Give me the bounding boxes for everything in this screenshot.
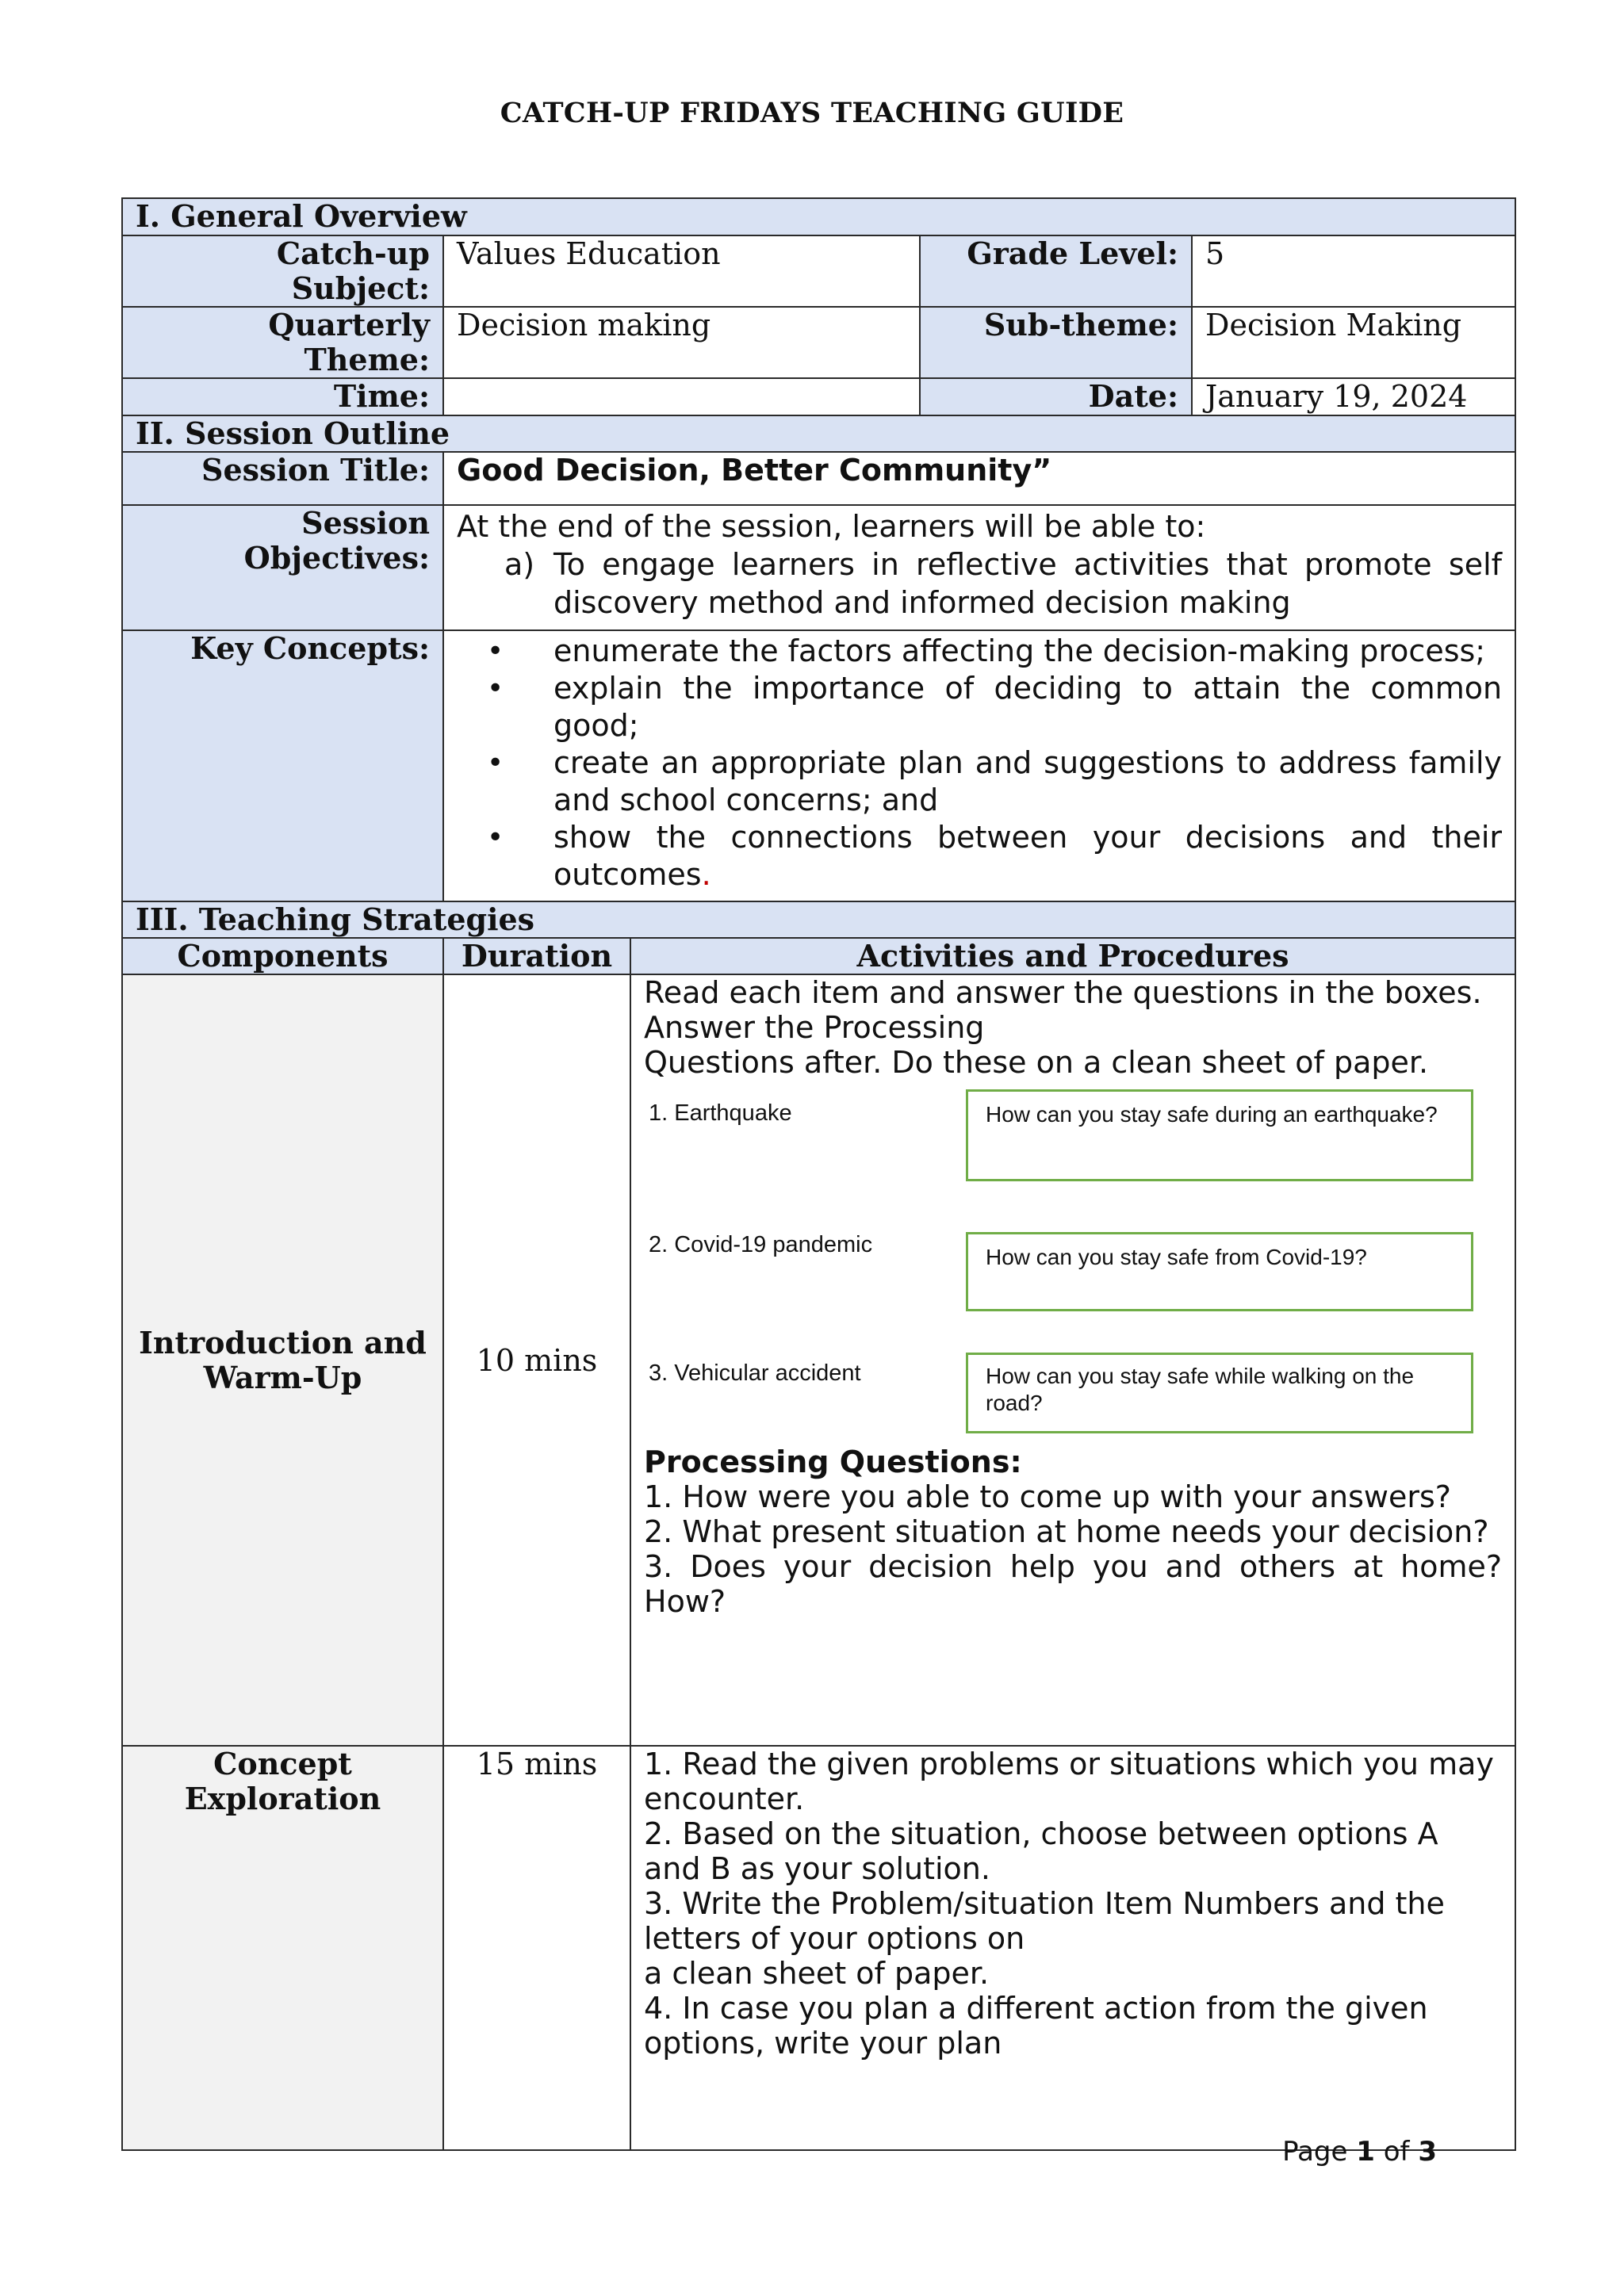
catchup-subject-label: Catch-up Subject: bbox=[122, 235, 443, 307]
component-concept-exploration bbox=[122, 1746, 443, 2150]
objectives-label-line2: Objectives: bbox=[243, 540, 430, 576]
document-title: CATCH-UP FRIDAYS TEACHING GUIDE bbox=[500, 97, 1124, 129]
quarterly-theme-label: Quarterly Theme: bbox=[122, 307, 443, 378]
exploration-step: a clean sheet of paper. bbox=[644, 1956, 990, 1991]
key-concept-item: • enumerate the factors affecting the decision-making process; bbox=[553, 633, 1502, 670]
objectives-intro: At the end of the session, learners will be able to: bbox=[457, 509, 1206, 544]
col-header-components: Components bbox=[122, 938, 443, 974]
scenario-question-box: How can you stay safe during an earthquake? bbox=[966, 1089, 1473, 1181]
sub-theme-label: Sub-theme: bbox=[920, 307, 1192, 378]
objective-text: To engage learners in reflective activities that promote self discovery method and informed decision making bbox=[553, 547, 1503, 620]
processing-question: 3. Does your decision help you and others at home? How? bbox=[644, 1549, 1503, 1619]
session-objectives bbox=[443, 505, 1515, 630]
page-word: Page bbox=[1282, 2136, 1348, 2168]
page-current: 1 bbox=[1356, 2136, 1375, 2168]
key-concept-item bbox=[553, 819, 1502, 894]
col-header-activities: Activities and Procedures bbox=[630, 938, 1515, 974]
grade-level-value: 5 bbox=[1192, 235, 1515, 307]
scenario-label: 2. Covid-19 pandemic bbox=[649, 1232, 873, 1257]
component-line: Concept bbox=[213, 1746, 352, 1781]
intro-line: Questions after. Do these on a clean sheet of paper. bbox=[644, 1045, 1429, 1080]
scenario-label: 1. Earthquake bbox=[649, 1100, 792, 1126]
activities-introduction bbox=[630, 974, 1515, 1746]
scenario-figure bbox=[644, 1080, 1502, 1445]
intro-line: Read each item and answer the questions in the boxes. bbox=[644, 975, 1482, 1010]
page-of: of bbox=[1383, 2136, 1410, 2168]
session-outline-heading: II. Session Outline bbox=[122, 415, 1515, 452]
exploration-step: 2. Based on the situation, choose between options A and B as your solution. bbox=[644, 1816, 1438, 1886]
processing-heading: Processing Questions: bbox=[644, 1445, 1022, 1479]
quarterly-theme-value: Decision making bbox=[443, 307, 920, 378]
session-objectives-label bbox=[122, 505, 443, 630]
duration-concept-exploration: 15 mins bbox=[443, 1746, 630, 2150]
objective-item bbox=[504, 545, 1503, 622]
exploration-step: 1. Read the given problems or situations which you may encounter. bbox=[644, 1747, 1494, 1816]
processing-question: 2. What present situation at home needs your decision? bbox=[644, 1514, 1489, 1549]
key-concept-text: show the connections between your decisions and their outcomes bbox=[553, 820, 1503, 892]
key-concept-item: • explain the importance of deciding to attain the common good; bbox=[553, 670, 1502, 744]
key-concept-end-mark: . bbox=[701, 857, 711, 892]
activities-concept-exploration bbox=[630, 1746, 1515, 2150]
time-label: Time: bbox=[122, 378, 443, 415]
duration-introduction: 10 mins bbox=[443, 974, 630, 1746]
scenario-question-box: How can you stay safe while walking on the road? bbox=[966, 1353, 1473, 1433]
component-line: Warm-Up bbox=[203, 1359, 362, 1395]
exploration-step: 3. Write the Problem/situation Item Numbers and the letters of your options on bbox=[644, 1886, 1445, 1956]
col-header-duration: Duration bbox=[443, 938, 630, 974]
key-concepts bbox=[443, 630, 1515, 901]
sub-theme-value: Decision Making bbox=[1192, 307, 1515, 378]
teaching-strategies-heading: III. Teaching Strategies bbox=[122, 901, 1515, 938]
page-total: 3 bbox=[1418, 2136, 1437, 2168]
session-title-label: Session Title: bbox=[122, 452, 443, 505]
scenario-label: 3. Vehicular accident bbox=[649, 1360, 861, 1386]
grade-level-label: Grade Level: bbox=[920, 235, 1192, 307]
date-label: Date: bbox=[920, 378, 1192, 415]
processing-question: 1. How were you able to come up with your answers? bbox=[644, 1479, 1451, 1514]
component-line: Introduction and bbox=[139, 1324, 427, 1360]
objective-marker: a) bbox=[504, 547, 535, 582]
page-number bbox=[1282, 2136, 1437, 2168]
key-concepts-label: Key Concepts: bbox=[122, 630, 443, 901]
exploration-step: 4. In case you plan a different action from the given options, write your plan bbox=[644, 1991, 1428, 2061]
component-introduction bbox=[122, 974, 443, 1746]
key-concept-item: • create an appropriate plan and suggestions to address family and school concerns; and bbox=[553, 744, 1502, 819]
objectives-list bbox=[457, 545, 1502, 622]
scenario-question-box: How can you stay safe from Covid-19? bbox=[966, 1232, 1473, 1311]
session-title: Good Decision, Better Community” bbox=[443, 452, 1515, 505]
key-concepts-list bbox=[457, 633, 1502, 894]
component-line: Exploration bbox=[184, 1781, 381, 1816]
objectives-label-line1: Session bbox=[301, 505, 430, 541]
catchup-subject-value: Values Education bbox=[443, 235, 920, 307]
intro-line: Answer the Processing bbox=[644, 1010, 985, 1045]
teaching-guide-table bbox=[121, 197, 1516, 2151]
date-value: January 19, 2024 bbox=[1192, 378, 1515, 415]
general-overview-heading: I. General Overview bbox=[122, 198, 1515, 235]
time-value bbox=[443, 378, 920, 415]
